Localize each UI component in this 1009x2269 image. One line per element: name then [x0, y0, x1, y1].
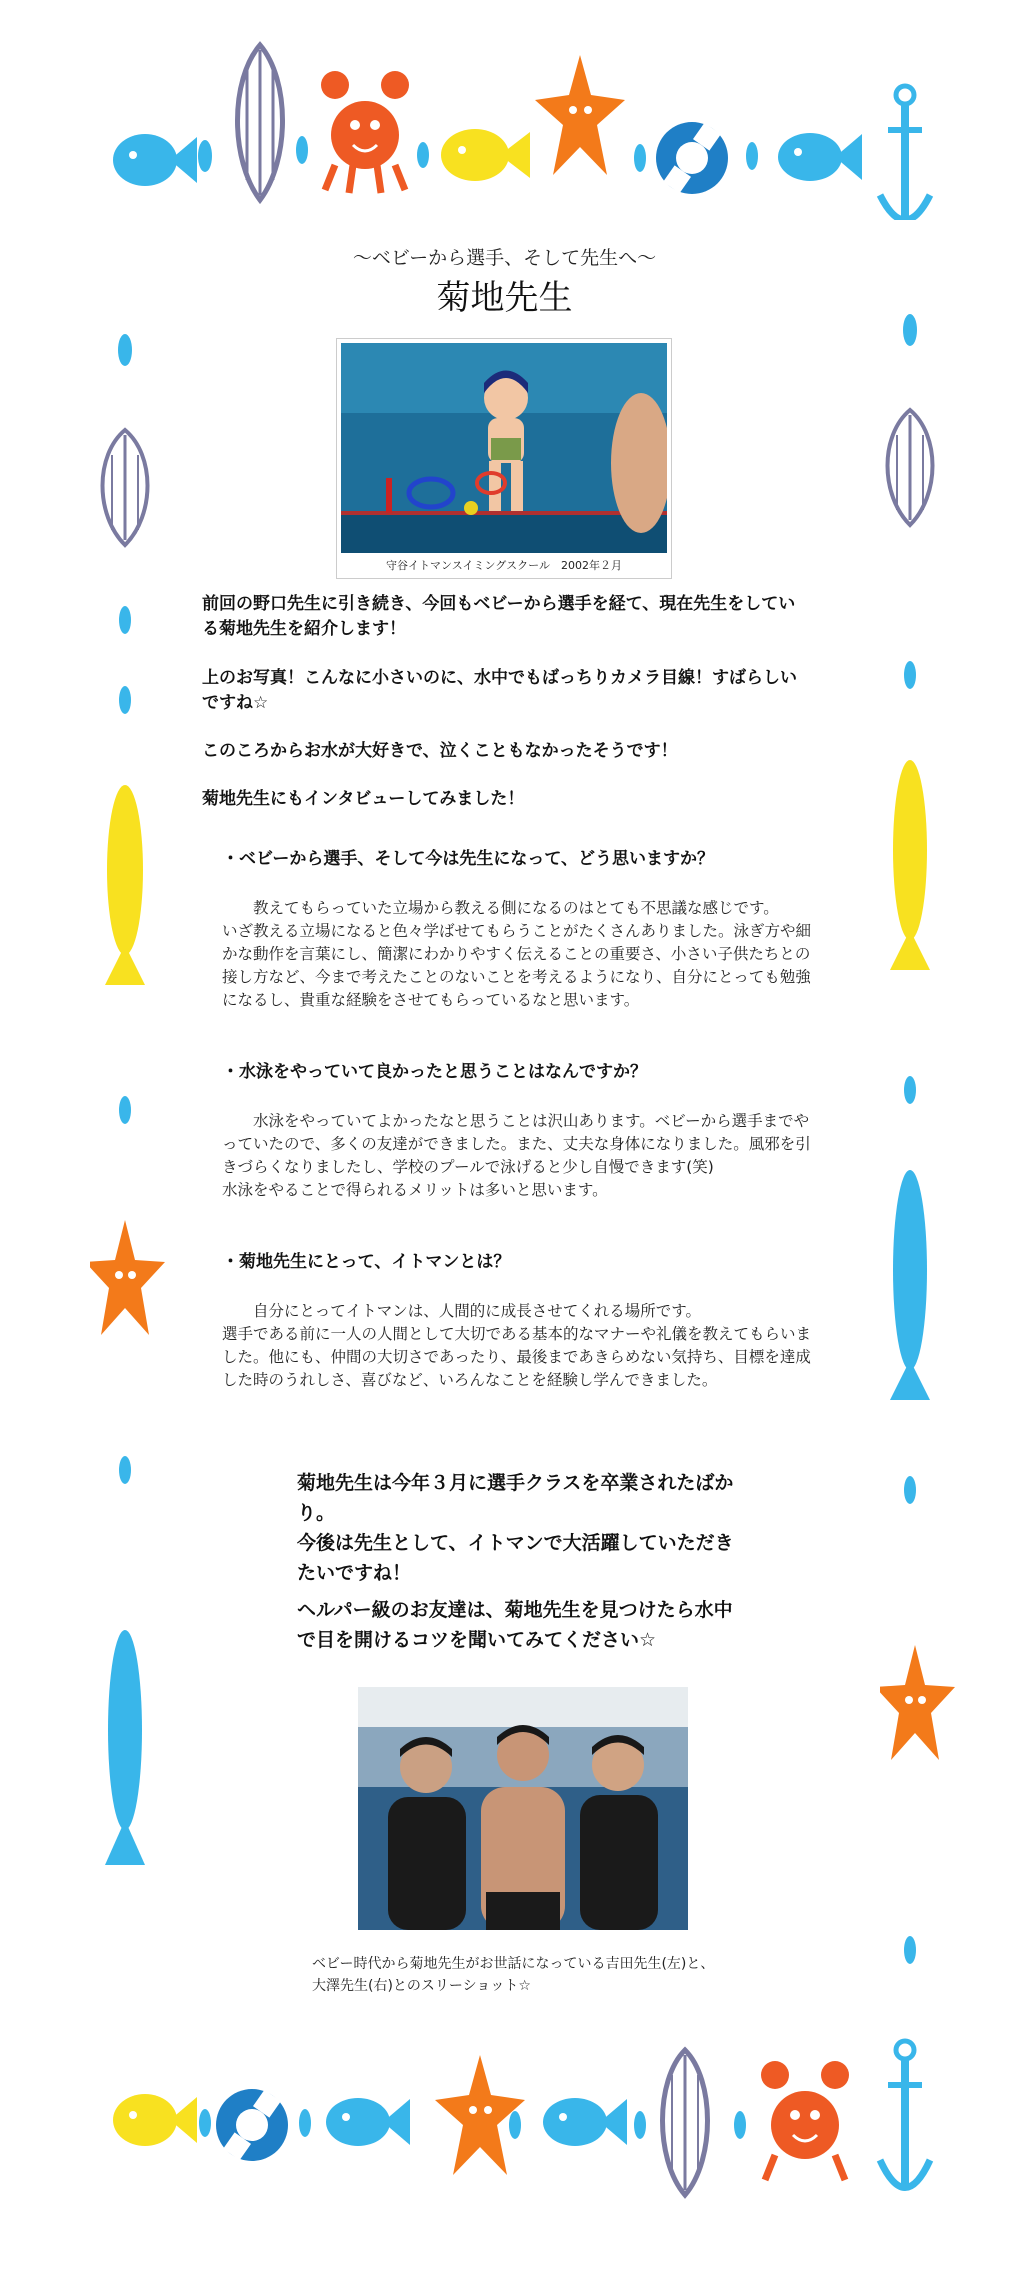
anchor-icon — [880, 86, 930, 220]
intro-paragraph-1: 前回の野口先生に引き続き、今回もベビーから選手を経て、現在先生をしている菊地先生を紹介します！ — [202, 594, 796, 639]
baby-photo-image — [341, 343, 667, 553]
right-border — [880, 290, 960, 2010]
bubble-icon — [746, 142, 758, 170]
intro-paragraph-4: 菊地先生にもインタビューしてみました！ — [202, 789, 525, 809]
bubble-icon — [734, 2111, 746, 2139]
starfish-icon — [90, 1220, 165, 1335]
blue-fish-icon — [890, 1170, 930, 1400]
bottom-border — [0, 2025, 1009, 2265]
bubble-icon — [417, 142, 429, 168]
bubble-icon — [199, 2109, 211, 2137]
bubble-icon — [509, 2111, 521, 2139]
shell-icon — [238, 45, 283, 200]
baby-photo-caption: 守谷イトマンスイミングスクール 2002年２月 — [386, 559, 622, 572]
instructors-photo-caption — [312, 1953, 772, 1997]
interview-question-2: ・水泳をやっていて良かったと思うことはなんですか？ — [222, 1062, 647, 1082]
interview-answer-3: 自分にとってイトマンは、人間的に成長させてくれる場所です。 選手である前に一人の人間として大切である基本的なマナーや礼儀を教えてもらいました。他にも、仲間の大切さであったり、最後まであきらめない気持ち、目標を達成した時のうれしさ、喜びなど、いろんなことを経験し学んできました。 — [222, 1302, 812, 1389]
bubble-icon — [904, 1936, 916, 1964]
top-border — [0, 0, 1009, 220]
yellow-fish-icon — [105, 785, 145, 985]
interview-question-3: ・菊地先生にとって、イトマンとは？ — [222, 1252, 511, 1272]
bubble-icon — [119, 1456, 131, 1484]
intro-paragraph-3: このころからお水が大好きで、泣くこともなかったそうです！ — [202, 741, 678, 761]
bubble-icon — [118, 334, 132, 366]
interview-question-1: ・ベビーから選手、そして今は先生になって、どう思いますか？ — [222, 849, 714, 869]
yellow-fish-icon — [441, 129, 530, 181]
page-subtitle: ～ベビーから選手、そして先生へ～ — [352, 247, 657, 269]
yellow-fish-icon — [113, 2094, 197, 2146]
closing-paragraph-2: ヘルパー級のお友達は、菊地先生を見つけたら水中で目を開けるコツを聞いてみてください☆ — [297, 1599, 733, 1651]
bubble-icon — [119, 686, 131, 714]
blue-fish-icon — [778, 133, 862, 181]
anchor-icon — [880, 2041, 930, 2190]
interview-answer-1: 教えてもらっていた立場から教える側になるのはとても不思議な感じです。 いざ教える立場になると色々学ばせてもらうことがたくさんありました。泳ぎ方や細かな動作を言葉にし、簡潔にわかりやすく伝えることの重要さ、小さい子供たちとの接し方など、今まで考えたことのないことを考えるようになり、自分にとっても勉強になるし、貴重な経験をさせてもらっているなと思います。 — [222, 899, 812, 1009]
bubble-icon — [904, 1476, 916, 1504]
crab-icon — [321, 71, 409, 193]
bubble-icon — [904, 661, 916, 689]
yellow-fish-icon — [890, 760, 930, 970]
left-border — [90, 300, 170, 2000]
intro-paragraph-2: 上のお写真！こんなに小さいのに、水中でもばっちりカメラ目線！すばらしいですね☆ — [202, 668, 797, 713]
bubble-icon — [299, 2109, 311, 2137]
bubble-icon — [119, 606, 131, 634]
blue-fish-icon — [326, 2098, 410, 2146]
shell-icon — [888, 410, 933, 525]
lifebuoy-icon — [656, 122, 728, 194]
instructors-photo — [358, 1687, 688, 1930]
caption-line-2: 大澤先生(右)とのスリーショット☆ — [312, 1978, 531, 1994]
caption-line-1: ベビー時代から菊地先生がお世話になっている吉田先生(左)と、 — [312, 1956, 715, 1972]
bubble-icon — [296, 136, 308, 164]
page-title: 菊地先生 — [436, 278, 573, 318]
shell-icon — [103, 430, 148, 545]
bubble-icon — [904, 1076, 916, 1104]
closing-paragraph-1: 菊地先生は今年３月に選手クラスを卒業されたばかり。 今後は先生として、イトマンで大活躍していただきたいですね！ — [297, 1472, 734, 1584]
shell-icon — [663, 2050, 708, 2195]
bubble-icon — [198, 140, 212, 172]
lifebuoy-icon — [216, 2089, 288, 2161]
blue-fish-icon — [543, 2098, 627, 2146]
bubble-icon — [119, 1096, 131, 1124]
baby-photo — [336, 338, 672, 579]
blue-fish-icon — [113, 134, 197, 186]
starfish-icon — [880, 1645, 955, 1760]
interview-answer-2: 水泳をやっていてよかったなと思うことは沢山あります。ベビーから選手までやっていたので、多くの友達ができました。また、丈夫な身体になりました。風邪を引きづらくなりましたし、学校のプールで泳げると少し自慢できます(笑) 水泳をやることで得られるメリットは多いと思います。 — [222, 1112, 811, 1199]
bubble-icon — [634, 2111, 646, 2139]
crab-icon — [761, 2061, 849, 2180]
blue-fish-icon — [105, 1630, 145, 1865]
bubble-icon — [634, 144, 646, 172]
starfish-icon — [535, 55, 625, 175]
